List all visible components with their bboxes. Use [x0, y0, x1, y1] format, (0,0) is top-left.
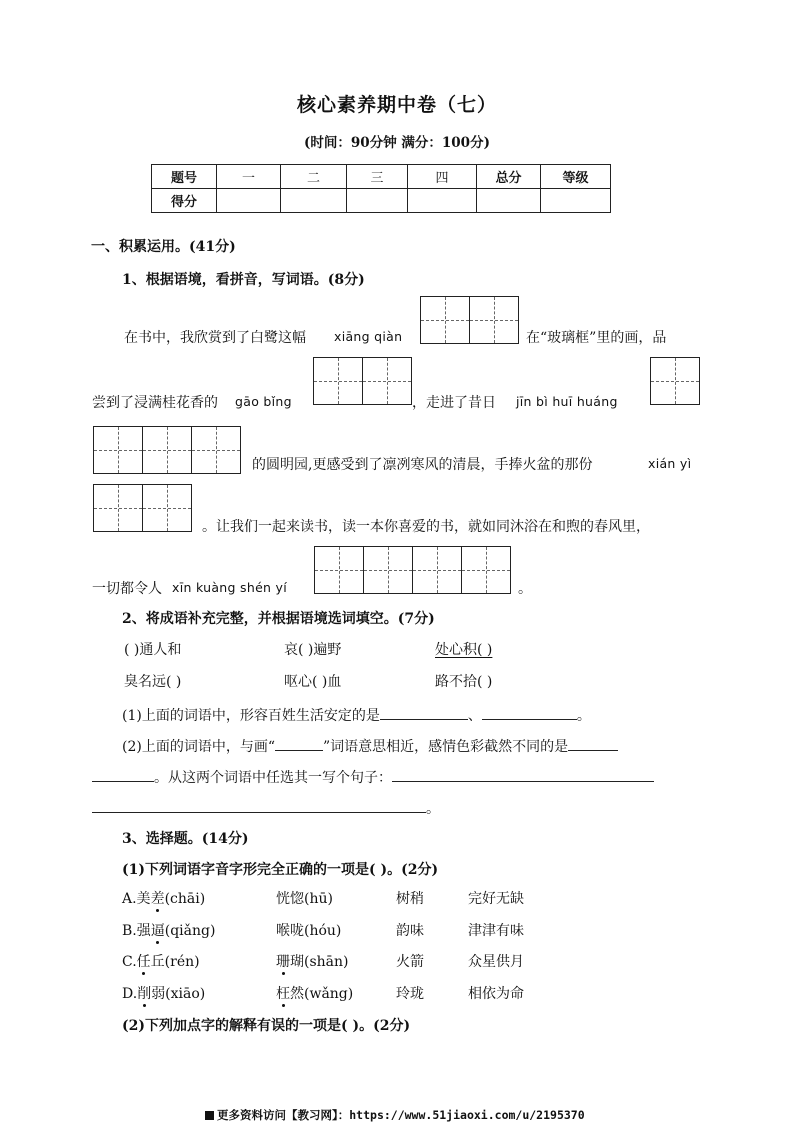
q1-text: 。 — [518, 581, 532, 597]
q2-sub1-text: (1)上面的词语中，形容百姓生活安定的是 — [122, 708, 380, 724]
dotted-char: 枉 — [276, 986, 290, 1002]
score-cell[interactable] — [408, 189, 477, 213]
option-word: 火箭 — [396, 954, 424, 970]
option-d[interactable]: D.削弱(xiāo) — [122, 986, 206, 1002]
pinyin-prompt: xián yì — [648, 456, 692, 471]
q1-text: 在“玻璃框”里的画，品 — [526, 330, 667, 346]
separator: 、 — [467, 708, 482, 724]
period: 。 — [576, 708, 591, 724]
option-word: 喉咙(hóu) — [276, 923, 342, 939]
q1-text: ，走进了昔日 — [412, 395, 496, 411]
flag-icon — [205, 1111, 214, 1120]
sentence-blank[interactable] — [92, 812, 426, 813]
q2-sub2-text: 。从这两个词语中任选其一写个句子： — [154, 770, 392, 786]
score-cell[interactable] — [477, 189, 541, 213]
option-a[interactable]: A.美差(chāi) — [122, 891, 206, 907]
option-word: 相依为命 — [468, 986, 524, 1002]
q2-sub1 — [122, 705, 591, 725]
character-grid[interactable] — [93, 484, 192, 532]
table-header-cell: 三 — [347, 165, 408, 189]
option-word: 众星供月 — [468, 954, 524, 970]
q2-sub2-text: ”词语意思相近，感情色彩截然不同的是 — [323, 739, 569, 755]
exam-subtitle: (时间：90分钟 满分：100分) — [304, 135, 490, 151]
score-table — [151, 164, 611, 213]
q2-sub2-text: (2)上面的词语中，与画“ — [122, 739, 275, 755]
footer-text: 更多资料访问【教习网】：https://www.51jiaoxi.com/u/2195370 — [217, 1108, 585, 1122]
option-c[interactable]: C.任丘(rén) — [122, 954, 200, 970]
q1-text: 。让我们一起来读书，读一本你喜爱的书，就如同沐浴在和煦的春风里， — [202, 519, 650, 535]
answer-blank[interactable] — [568, 750, 618, 751]
q2-sub2 — [122, 736, 618, 756]
q1-text: 尝到了浸满桂花香的 — [92, 395, 218, 411]
idiom-fill[interactable]: 路不拾( ) — [435, 674, 493, 690]
page-title: 核心素养期中卷（七） — [296, 94, 497, 116]
character-grid[interactable] — [420, 296, 519, 344]
character-grid[interactable] — [93, 426, 241, 474]
pinyin-prompt: gāo bǐng — [235, 394, 292, 409]
character-grid[interactable] — [314, 546, 511, 594]
idiom-fill[interactable]: 哀( )遍野 — [284, 642, 342, 658]
option-word: 枉然(wǎng) — [276, 986, 354, 1002]
dotted-char: 任 — [136, 954, 151, 970]
idiom-fill[interactable]: ( )通人和 — [124, 642, 182, 658]
score-table-header-row — [152, 165, 611, 189]
table-header-cell: 等级 — [541, 165, 611, 189]
score-cell[interactable] — [347, 189, 408, 213]
score-table-score-row — [152, 189, 611, 213]
footer-link[interactable] — [205, 1107, 585, 1123]
pinyin-prompt: xiāng qiàn — [334, 329, 403, 344]
table-header-cell: 二 — [281, 165, 347, 189]
dotted-char: 逼 — [150, 923, 165, 939]
table-header-cell: 题号 — [152, 165, 217, 189]
answer-blank[interactable] — [92, 781, 154, 782]
answer-blank[interactable] — [275, 750, 323, 751]
q2-sub2-cont — [92, 767, 654, 787]
pinyin-prompt: xīn kuàng shén yí — [172, 580, 288, 595]
idiom-fill[interactable]: 臭名远( ) — [124, 674, 182, 690]
table-header-cell: 四 — [408, 165, 477, 189]
table-header-cell: 总分 — [477, 165, 541, 189]
idiom-fill[interactable]: 呕心( )血 — [284, 674, 342, 690]
q2-sub2-line2 — [92, 798, 440, 818]
dotted-char: 珊 — [276, 954, 290, 970]
dotted-char: 削 — [137, 986, 152, 1002]
option-word: 珊瑚(shān) — [276, 954, 349, 970]
mc-question: (1)下列词语字音字形完全正确的一项是( )。(2分) — [122, 862, 439, 878]
sentence-blank[interactable] — [392, 781, 654, 782]
answer-blank[interactable] — [482, 719, 577, 720]
period: 。 — [426, 801, 440, 817]
option-word: 树稍 — [396, 891, 424, 907]
question-heading: 3、选择题。(14分) — [122, 831, 249, 847]
q1-text: 的圆明园,更感受到了凛冽寒风的清晨，手捧火盆的那份 — [252, 457, 593, 473]
q1-text: 在书中，我欣赏到了白鹭这幅 — [124, 330, 306, 346]
pinyin-prompt: jīn bì huī huáng — [516, 394, 618, 409]
question-heading: 1、根据语境，看拼音，写词语。(8分) — [122, 272, 365, 288]
score-cell[interactable] — [281, 189, 347, 213]
question-heading: 2、将成语补充完整，并根据语境选词填空。(7分) — [122, 611, 435, 627]
table-header-cell: 一 — [217, 165, 281, 189]
answer-blank[interactable] — [380, 719, 468, 720]
character-grid[interactable] — [313, 357, 412, 405]
option-word: 恍惚(hū) — [276, 891, 333, 907]
option-word: 津津有味 — [468, 923, 524, 939]
option-b[interactable]: B.强逼(qiǎng) — [122, 923, 216, 939]
option-word: 玲珑 — [396, 986, 424, 1002]
idiom-fill-underlined[interactable]: 处心积( ) — [435, 642, 493, 658]
character-grid[interactable] — [650, 357, 700, 405]
table-row-label: 得分 — [152, 189, 217, 213]
option-word: 完好无缺 — [468, 891, 524, 907]
q1-text: 一切都令人 — [92, 581, 162, 597]
dotted-char: 差 — [150, 891, 165, 907]
score-cell[interactable] — [541, 189, 611, 213]
section-heading: 一、积累运用。(41分) — [91, 239, 236, 255]
score-cell[interactable] — [217, 189, 281, 213]
option-word: 韵味 — [396, 923, 424, 939]
mc-question: (2)下列加点字的解释有误的一项是( )。(2分) — [122, 1018, 411, 1034]
